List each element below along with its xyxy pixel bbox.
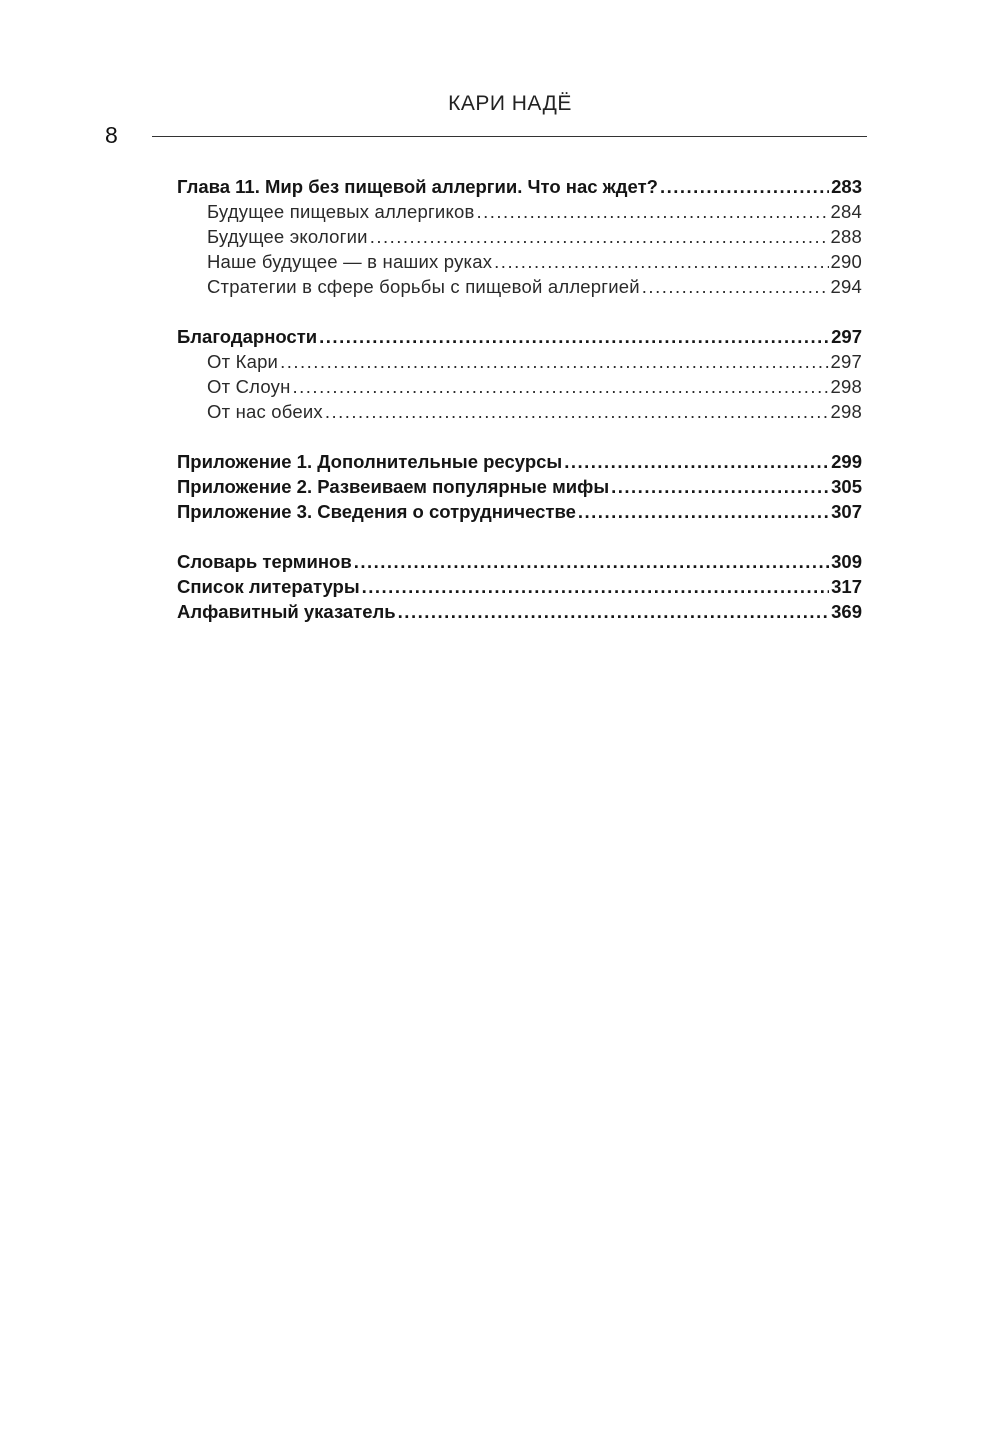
toc-leader-dots	[319, 324, 829, 349]
toc-entry-page: 297	[831, 326, 862, 347]
toc-group-back-matter	[177, 549, 862, 624]
toc-entry-title: Будущее пищевых аллергиков	[207, 201, 475, 222]
toc-entry-page: 284	[830, 201, 862, 222]
toc-entry-page: 288	[830, 226, 862, 247]
toc-leader-dots	[642, 274, 829, 299]
toc-subentry[interactable]	[177, 249, 862, 274]
toc-entry-title: Благодарности	[177, 326, 318, 347]
toc-entry[interactable]	[177, 449, 862, 474]
toc-group-appendices	[177, 449, 862, 524]
toc-group-chapter-11	[177, 174, 862, 299]
header-rule	[152, 136, 867, 137]
toc-entry-page: 317	[831, 576, 862, 597]
toc-entry-title: От Кари	[207, 351, 279, 372]
toc-leader-dots	[398, 599, 829, 624]
toc-subentry[interactable]	[177, 199, 862, 224]
toc-leader-dots	[611, 474, 829, 499]
toc-leader-dots	[660, 174, 829, 199]
toc-leader-dots	[476, 199, 828, 224]
toc-leader-dots	[578, 499, 829, 524]
toc-entry-title: Алфавитный указатель	[177, 601, 396, 622]
toc-entry-title: Приложение 2. Развеиваем популярные мифы	[177, 476, 610, 497]
toc-entry-title: Приложение 1. Дополнительные ресурсы	[177, 451, 563, 472]
toc-entry[interactable]	[177, 574, 862, 599]
toc-group-acknowledgements	[177, 324, 862, 424]
toc-entry-title: Стратегии в сфере борьбы с пищевой аллергией	[207, 276, 640, 297]
toc-entry[interactable]	[177, 549, 862, 574]
toc-entry-title: Будущее экологии	[207, 226, 368, 247]
toc-entry-page: 298	[830, 376, 862, 397]
toc-entry[interactable]	[177, 599, 862, 624]
toc-entry-title: Приложение 3. Сведения о сотрудничестве	[177, 501, 576, 522]
toc-entry-page: 305	[831, 476, 862, 497]
toc-subentry[interactable]	[177, 224, 862, 249]
toc-entry-page: 309	[831, 551, 862, 572]
toc-entry-page: 298	[830, 401, 862, 422]
toc-entry-title: Список литературы	[177, 576, 360, 597]
toc-entry-page: 294	[830, 276, 862, 297]
toc-subentry[interactable]	[177, 374, 862, 399]
table-of-contents	[177, 174, 862, 649]
toc-leader-dots	[354, 549, 829, 574]
toc-entry-page: 290	[830, 251, 862, 272]
toc-entry-title: От нас обеих	[207, 401, 323, 422]
toc-subentry[interactable]	[177, 399, 862, 424]
toc-entry-page: 307	[831, 501, 862, 522]
page-number: 8	[105, 122, 118, 148]
toc-leader-dots	[564, 449, 829, 474]
toc-entry-title: Глава 11. Мир без пищевой аллергии. Что нас ждет?	[177, 176, 658, 197]
toc-entry-title: От Слоун	[207, 376, 291, 397]
toc-entry[interactable]	[177, 474, 862, 499]
toc-entry-page: 299	[831, 451, 862, 472]
toc-entry-title: Наше будущее — в наших руках	[207, 251, 493, 272]
toc-entry-page: 369	[831, 601, 862, 622]
toc-entry-page: 297	[830, 351, 862, 372]
toc-leader-dots	[280, 349, 828, 374]
toc-subentry[interactable]	[177, 349, 862, 374]
toc-leader-dots	[362, 574, 830, 599]
toc-entry[interactable]	[177, 174, 862, 199]
toc-leader-dots	[325, 399, 829, 424]
toc-subentry[interactable]	[177, 274, 862, 299]
running-head-title: КАРИ НАДЁ	[448, 92, 572, 115]
toc-leader-dots	[494, 249, 828, 274]
toc-entry-title: Словарь терминов	[177, 551, 352, 572]
toc-leader-dots	[370, 224, 829, 249]
toc-entry[interactable]	[177, 324, 862, 349]
toc-leader-dots	[293, 374, 829, 399]
toc-entry-page: 283	[831, 176, 862, 197]
toc-entry[interactable]	[177, 499, 862, 524]
